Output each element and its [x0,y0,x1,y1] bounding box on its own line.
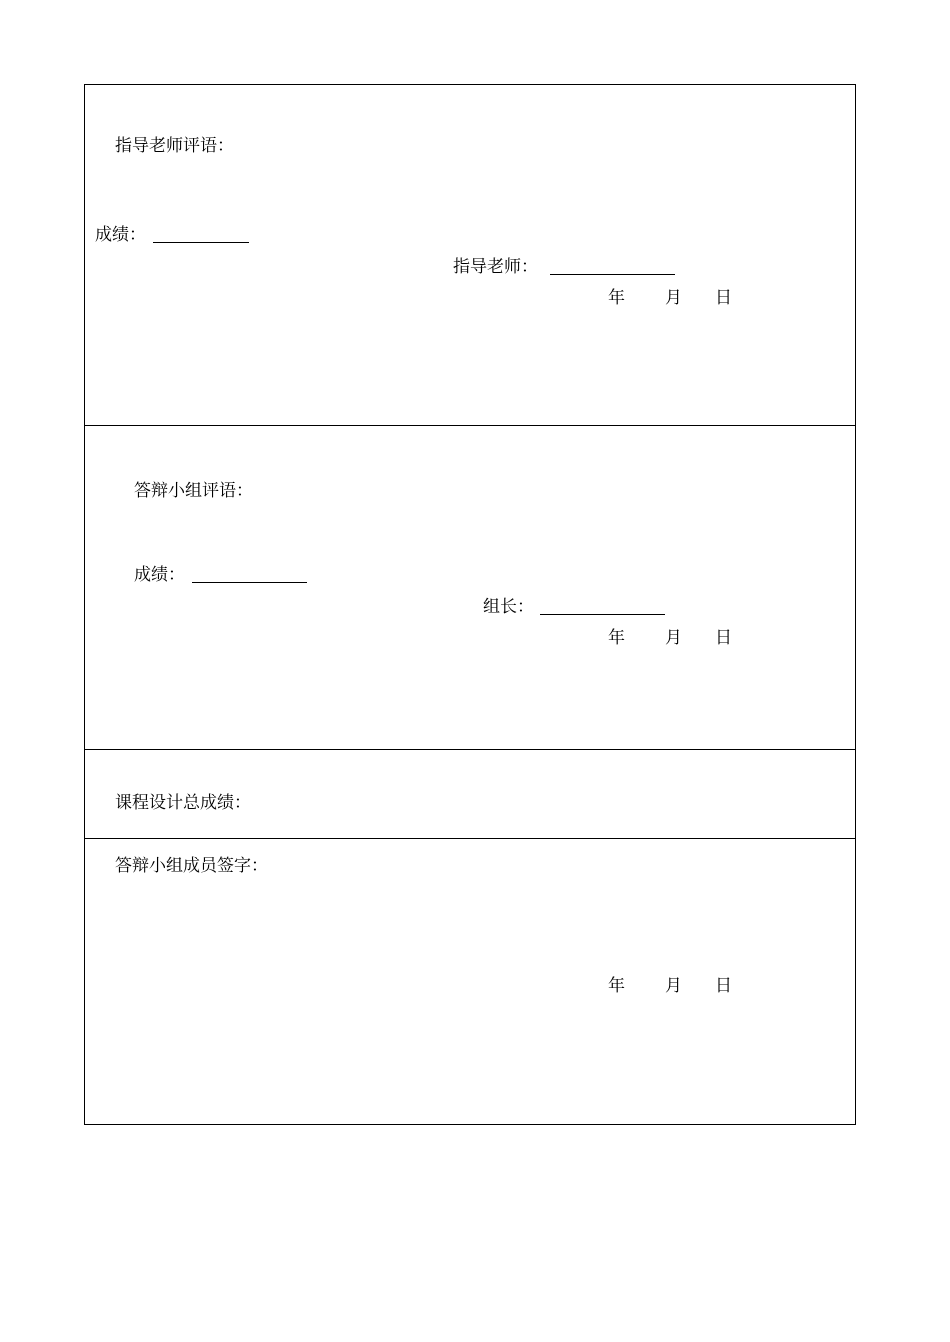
defense-leader-signature-field[interactable] [540,614,665,615]
advisor-comment-label: 指导老师评语： [115,136,234,156]
defense-section [85,425,855,749]
advisor-date-year: 年 [608,288,625,308]
members-date-year: 年 [608,976,625,996]
advisor-signer-label: 指导老师： [453,257,538,277]
advisor-score-label: 成绩： [95,225,146,245]
advisor-date-month: 月 [665,288,682,308]
total-score-section [85,749,855,838]
defense-signer-label: 组长： [483,597,534,617]
defense-date-day: 日 [715,628,732,648]
advisor-date-day: 日 [715,288,732,308]
defense-comment-label: 答辩小组评语： [134,481,253,501]
defense-score-field[interactable] [192,582,307,583]
defense-date-month: 月 [665,628,682,648]
members-signature-section [85,838,855,1124]
defense-score-label: 成绩： [134,565,185,585]
members-date-month: 月 [665,976,682,996]
advisor-section [85,85,855,425]
advisor-score-field[interactable] [153,242,249,243]
evaluation-form [84,84,856,1125]
total-score-label: 课程设计总成绩： [115,793,251,813]
members-date-day: 日 [715,976,732,996]
members-signature-label: 答辩小组成员签字： [115,856,268,876]
advisor-signature-field[interactable] [550,274,675,275]
defense-date-year: 年 [608,628,625,648]
